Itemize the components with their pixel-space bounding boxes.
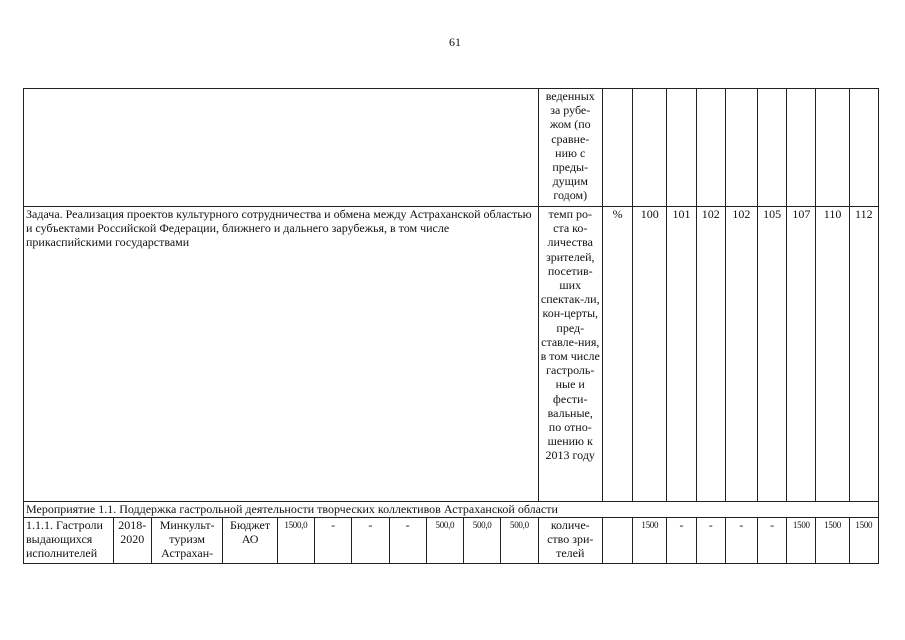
funding-cell: 500,0: [464, 518, 501, 564]
table-row: [24, 89, 879, 207]
measure-title: Мероприятие 1.1. Поддержка гастрольной деятельности творческих коллективов Астраханской области: [24, 502, 879, 518]
value-cell: -: [667, 518, 696, 564]
value-cell: -: [758, 518, 787, 564]
value-cell: 100: [633, 207, 667, 502]
value-cell: 110: [816, 207, 849, 502]
unit-cell: [602, 518, 632, 564]
value-cell: [667, 89, 696, 207]
funding-cell: -: [389, 518, 426, 564]
value-cell: 1500: [816, 518, 849, 564]
funding-cell: -: [352, 518, 389, 564]
value-cell: 102: [696, 207, 725, 502]
page-number: 61: [449, 35, 461, 49]
value-cell: [758, 89, 787, 207]
unit-cell: [602, 89, 632, 207]
item-period: 2018-2020: [113, 518, 151, 564]
item-name: 1.1.1. Гастроли выдающихся исполнителей: [24, 518, 114, 564]
value-cell: 1500: [849, 518, 878, 564]
table-row: [24, 502, 879, 518]
value-cell: 1500: [633, 518, 667, 564]
item-executor: Минкульт-туризм Астрахан-: [151, 518, 223, 564]
value-cell: -: [696, 518, 725, 564]
value-cell: 105: [758, 207, 787, 502]
task-cell-empty: [24, 89, 539, 207]
value-cell: 102: [725, 207, 757, 502]
table-row: [24, 518, 879, 564]
task-description: Задача. Реализация проектов культурного сотрудничества и обмена между Астраханской областью и субъектами Российской Федерации, ближнего и дальнего зарубежья, в том числе прикаспийскими государствами: [24, 207, 539, 502]
indicator-cell: количе-ство зри-телей: [538, 518, 602, 564]
value-cell: 101: [667, 207, 696, 502]
value-cell: [633, 89, 667, 207]
value-cell: 112: [849, 207, 878, 502]
funding-cell: 500,0: [501, 518, 538, 564]
value-cell: 1500: [787, 518, 816, 564]
value-cell: [816, 89, 849, 207]
value-cell: [787, 89, 816, 207]
indicator-cell: веденных за рубе-жом (по сравне-нию с преды-дущим годом): [538, 89, 602, 207]
value-cell: [696, 89, 725, 207]
indicator-cell: темп ро-ста ко-личества зрителей, посетив-ших спектак-ли, кон-церты, пред-ставле-ния, в том числе гастроль-ные и фести-вальные, по отно-шению к 2013 году: [538, 207, 602, 502]
funding-cell: -: [315, 518, 352, 564]
funding-cell: 500,0: [426, 518, 463, 564]
value-cell: [849, 89, 878, 207]
table-row: [24, 207, 879, 502]
funding-cell: 1500,0: [277, 518, 314, 564]
value-cell: 107: [787, 207, 816, 502]
value-cell: [725, 89, 757, 207]
unit-cell: %: [602, 207, 632, 502]
value-cell: -: [725, 518, 757, 564]
program-table: [23, 88, 879, 564]
item-source: Бюджет АО: [223, 518, 277, 564]
